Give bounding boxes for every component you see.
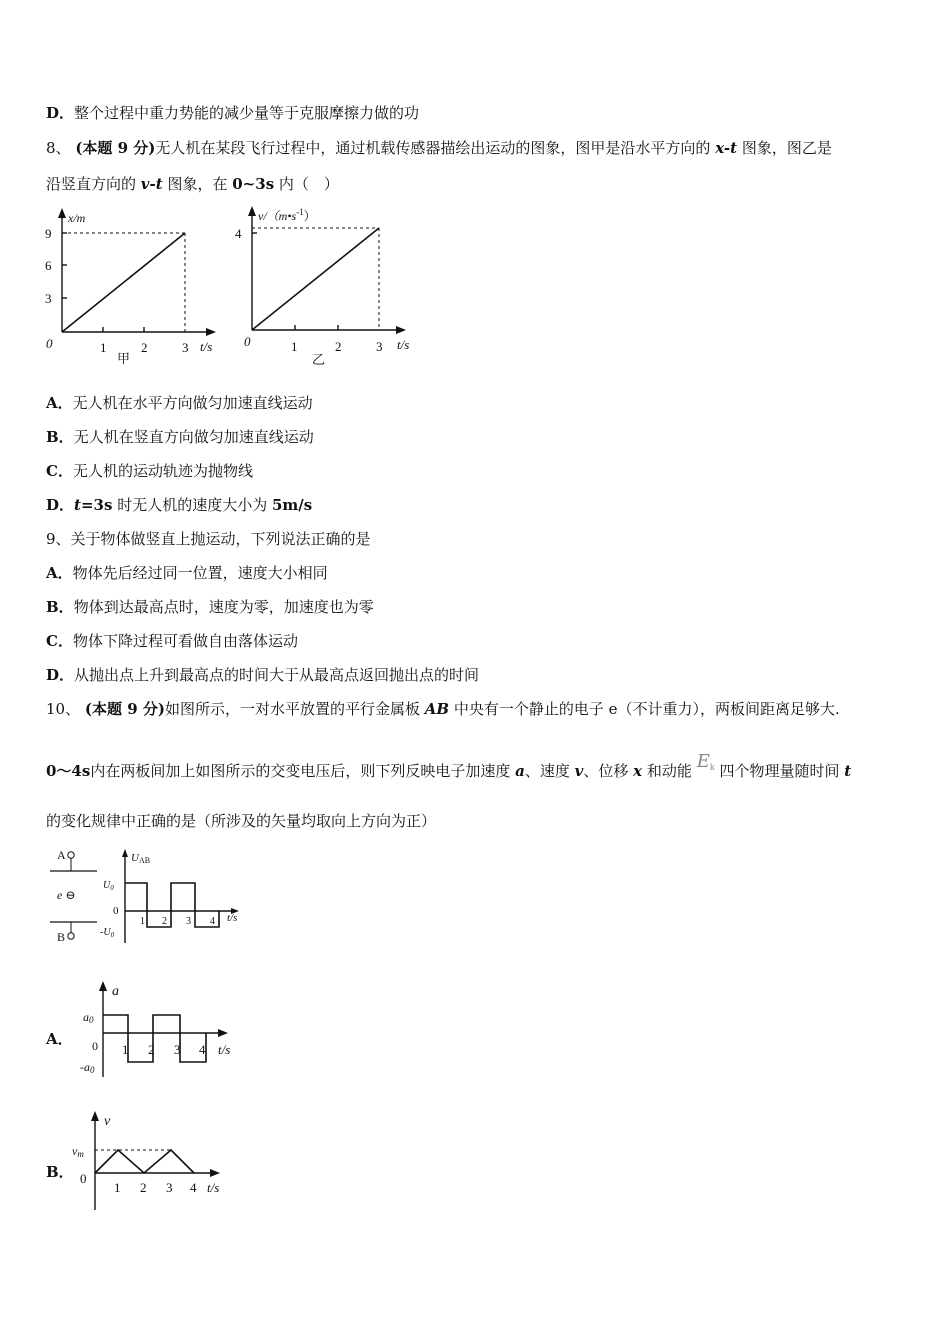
graph-yi [232,200,432,370]
graph-jia-origin: 0 [46,336,53,351]
graph-jia-xlabel: t/s [200,339,213,354]
graph-a-a0: a0 [83,1010,94,1025]
graph-jia-ylabel: x/m [68,211,86,225]
graph-a-ylabel: a [112,984,119,999]
q10-option-b-graph [70,1105,240,1215]
q8-stem-line1: 8、 (本题 9 分)无人机在某段飞行过程中，通过机载传感器描绘出运动的图象，图甲是沿水平方向的 x-t 图象，图乙是 [46,139,832,157]
q10-option-a-graph [78,975,248,1085]
uab-origin: 0 [113,905,119,917]
graph-a-xtick-2: 2 [148,1042,155,1057]
uab-xtick-4: 4 [210,916,215,927]
graph-a-origin: 0 [92,1039,98,1053]
graph-v-xlabel: t/s [207,1180,220,1195]
uab-xtick-3: 3 [186,916,191,927]
graph-jia-ytick-3: 3 [45,291,52,306]
graph-yi-xlabel: t/s [397,337,410,352]
graph-v-xtick-1: 1 [114,1180,121,1195]
graph-a-xlabel: t/s [218,1042,231,1057]
graph-a-neg-a0: -a0 [80,1060,95,1075]
q8-option-b: B．无人机在竖直方向做匀加速直线运动 [46,428,314,446]
q10-option-b-label: B． [46,1163,74,1181]
graph-yi-ytick-4: 4 [235,226,242,241]
graph-v-waveform [95,1150,194,1173]
graph-yi-ylabel: $v/(m•s^{-1})$ [258,207,316,223]
graph-yi-xtick-1: 1 [291,339,298,354]
graph-v-vm: vm [72,1144,84,1159]
q9-option-a: A．物体先后经过同一位置，速度大小相同 [46,564,328,582]
graph-a-xtick-1: 1 [122,1042,129,1057]
q10-stem-line1: 10、 (本题 9 分)如图所示，一对水平放置的平行金属板 AB 中央有一个静止的电子 e（不计重力），两板间距离足够大. [46,700,840,718]
graph-jia-xtick-2: 2 [141,340,148,355]
graph-jia-ytick-6: 6 [45,258,52,273]
graph-jia-xtick-3: 3 [182,340,189,355]
plate-a-label: A [57,848,66,862]
graph-v-xtick-3: 3 [166,1180,173,1195]
uab-xlabel: t/s [227,912,238,924]
graph-jia-ytick-9: 9 [45,226,52,241]
graph-yi-xtick-2: 2 [335,339,342,354]
q7-option-d: D．整个过程中重力势能的减少量等于克服摩擦力做的功 [46,104,420,122]
graph-yi-origin: 0 [244,334,251,349]
graph-yi-caption: 乙 [312,352,326,367]
q8-option-c: C．无人机的运动轨迹为抛物线 [46,462,253,480]
graph-a-xtick-3: 3 [174,1042,181,1057]
q10-stem-line3: 的变化规律中正确的是（所涉及的矢量均取向上方向为正） [46,812,437,830]
graph-jia-caption: 甲 [117,351,131,366]
graph-a-xtick-4: 4 [199,1042,206,1057]
uab-u0: $U_0$ [103,880,114,892]
q8-option-a: A．无人机在水平方向做匀加速直线运动 [46,394,313,412]
graph-jia-line [62,233,185,332]
uab-xtick-1: 1 [140,916,145,927]
q10-stem-line2: 0～4s内在两板间加上如图所示的交变电压后，则下列反映电子加速度 a、速度 v、位移 x 和动能 $E^k$ 四个物理量随时间 t [46,751,852,780]
graph-jia [40,200,230,370]
graph-v-xtick-2: 2 [140,1180,147,1195]
plate-b-label: B [57,930,66,944]
graph-a-waveform [103,1015,206,1062]
q10-option-a-label: A． [46,1030,73,1048]
graph-jia-xtick-1: 1 [100,340,107,355]
uab-ylabel: UAB [131,852,151,865]
graph-yi-xtick-3: 3 [376,339,383,354]
q9-option-c: C．物体下降过程可看做自由落体运动 [46,632,298,650]
uab-xtick-2: 2 [162,916,167,927]
q9-option-d: D．从抛出点上升到最高点的时间大于从最高点返回抛出点的时间 [46,666,480,684]
graph-v-xtick-4: 4 [190,1180,197,1195]
electron: e ⊖ [57,888,76,902]
q10-circuit-figure [45,843,260,948]
q9-option-b: B．物体到达最高点时，速度为零，加速度也为零 [46,598,374,616]
graph-yi-line [252,228,379,330]
q8-option-d: D．t=3s 时无人机的速度大小为 5m/s [46,496,313,514]
q9-stem: 9、关于物体做竖直上抛运动，下列说法正确的是 [46,530,371,548]
graph-v-ylabel: v [104,1114,111,1129]
graph-v-origin: 0 [80,1171,87,1186]
q8-stem-line2: 沿竖直方向的 v-t 图象，在 0~3s 内（ ） [46,175,339,193]
uab-neg-u0: $-U_0$ [100,927,115,939]
